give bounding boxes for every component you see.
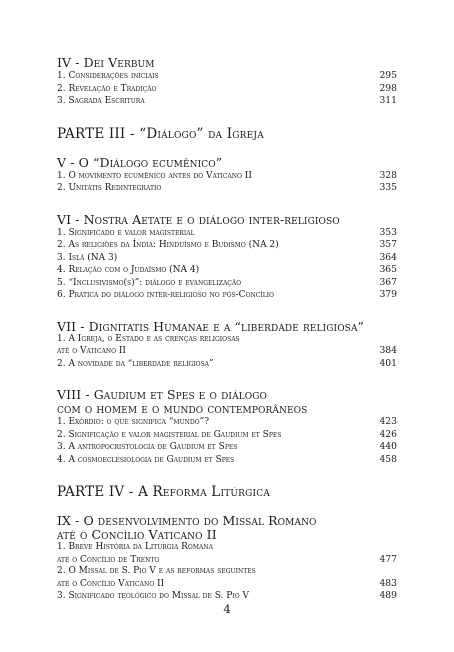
toc-entry: [57, 358, 397, 371]
toc-entry: [57, 554, 397, 567]
toc-entry-page: 295: [379, 70, 397, 81]
chapter-title: IV - Dei Verbum: [57, 55, 155, 70]
toc-entry: [57, 345, 397, 358]
toc-entry: [57, 170, 397, 183]
toc-entry-page: 357: [379, 239, 397, 250]
toc-entry-page: 353: [379, 226, 397, 238]
chapter-title: VII - Dignitatis Humanae e a “liberdade religiosa”: [57, 318, 365, 334]
toc-entry-text: 3. A antropocristologia de Gaudium et Spes: [57, 442, 238, 452]
chapter-title: VIII - Gaudium et Spes e o diálogo: [57, 387, 267, 402]
toc-entry-page: 298: [379, 82, 397, 94]
spacer: [57, 108, 397, 126]
chapter-block: [57, 514, 397, 603]
toc-entry-text: 3. Islã (NA 3): [57, 252, 118, 263]
chapter-block: [57, 320, 397, 371]
part-title: PARTE III - “Diálogo” da Igreja: [57, 125, 264, 142]
toc-entry-text: 1. Breve História da Liturgia Romana: [57, 542, 213, 552]
toc-entry-text: 5. “Inclusivismo(s)”: diálogo e evangelização: [57, 277, 242, 288]
spacer: [57, 142, 397, 156]
toc-entry-text: 3. Sagrada Escritura: [57, 96, 145, 106]
toc-entry-page: 384: [379, 345, 397, 356]
toc-entry-text: 1. Significado e valor magisterial: [57, 227, 195, 238]
chapter-title: com o homem e o mundo contemporâneos: [57, 401, 308, 416]
toc-entry: [57, 578, 397, 591]
toc-entry-page: 401: [379, 357, 397, 369]
toc-entry-text: 2. Significação e valor magisterial de Gaudium et Spes: [57, 429, 282, 440]
toc-entry: [57, 542, 397, 554]
spacer: [57, 302, 397, 320]
toc-entry-text: 1. Considerações iniciais: [57, 71, 159, 81]
toc-entry-text: 4. A cosmoeclesiologia de Gaudium et Spes: [57, 454, 235, 465]
toc-entry-text: 6. Prática do diálogo inter-religioso no pós-Concílio: [57, 290, 274, 300]
toc-entry-text: 4. Relação com o Judaísmo (NA 4): [57, 265, 200, 275]
toc-entry-text: 1. O movimento ecumênico antes do Vaticano II: [57, 170, 252, 181]
spacer: [57, 500, 397, 514]
toc-entry: [57, 264, 397, 277]
toc-entry: [57, 454, 397, 467]
table-of-contents: [57, 56, 397, 603]
chapter-block: [57, 56, 397, 108]
chapter-title: até o Concílio Vaticano II: [57, 527, 217, 542]
toc-entry: [57, 334, 397, 346]
toc-entry-page: 311: [379, 95, 397, 106]
toc-entry-page: 423: [379, 416, 397, 427]
toc-entry-page: 367: [379, 276, 397, 288]
toc-entry-page: 483: [379, 577, 397, 589]
toc-entry: [57, 227, 397, 240]
chapter-block: [57, 156, 397, 195]
toc-entry-text: 2. A novidade da “liberdade religiosa”: [57, 358, 214, 369]
toc-entry-text: até o Vaticano II: [57, 346, 126, 356]
toc-entry: [57, 566, 397, 578]
toc-entry-page: 328: [379, 169, 397, 181]
toc-entry: [57, 429, 397, 442]
spacer: [57, 466, 397, 484]
page-number: 4: [223, 602, 231, 616]
toc-entry-page: 379: [379, 289, 397, 300]
toc-entry-page: 426: [379, 428, 397, 440]
part-block: [57, 126, 397, 142]
part-block: [57, 484, 397, 500]
toc-entry-text: 2. As religiões da Índia: Hinduísmo e Budismo (NA 2): [57, 240, 279, 250]
chapter-title: VI - Nostra Aetate e o diálogo inter-religioso: [57, 211, 340, 227]
part-title: PARTE IV - A Reforma Litúrgica: [57, 484, 271, 500]
toc-entry-text: 2. Unitatis Redintegratio: [57, 183, 162, 193]
toc-entry-text: 1. Exórdio: o que significa “mundo”?: [57, 417, 210, 427]
toc-entry-page: 364: [379, 251, 397, 263]
toc-entry: [57, 277, 397, 290]
toc-entry: [57, 70, 397, 83]
toc-entry-text: 1. A Igreja, o Estado e as crenças religiosas: [57, 333, 240, 344]
toc-entry-page: 365: [379, 264, 397, 275]
toc-entry-page: 335: [379, 182, 397, 193]
chapter-title: IX - O desenvolvimento do Missal Romano: [57, 513, 317, 528]
toc-entry-page: 458: [379, 453, 397, 465]
toc-entry-page: 477: [379, 553, 397, 565]
toc-entry-text: até o Concílio de Trento: [57, 554, 160, 565]
toc-entry-page: 440: [379, 441, 397, 452]
toc-entry: [57, 182, 397, 195]
toc-entry: [57, 252, 397, 265]
toc-entry: [57, 239, 397, 252]
toc-entry: [57, 416, 397, 429]
toc-entry: [57, 83, 397, 96]
toc-entry-text: 3. Significado teológico do Missal de S. Pio V: [57, 591, 249, 601]
chapter-block: [57, 388, 397, 466]
toc-entry: [57, 289, 397, 302]
toc-entry: [57, 441, 397, 454]
chapter-title: V - O “Diálogo ecumênico”: [57, 154, 223, 170]
spacer: [57, 370, 397, 388]
toc-entry: [57, 95, 397, 108]
toc-entry-text: 2. O Missal de S. Pio V e as reformas seguintes: [57, 566, 256, 576]
chapter-block: [57, 213, 397, 302]
toc-entry-text: até o Concílio Vaticano II: [57, 578, 165, 589]
toc-entry-text: 2. Revelação e Tradição: [57, 83, 157, 94]
toc-entry: [57, 590, 397, 603]
spacer: [57, 195, 397, 213]
toc-entry-page: 489: [379, 590, 397, 601]
